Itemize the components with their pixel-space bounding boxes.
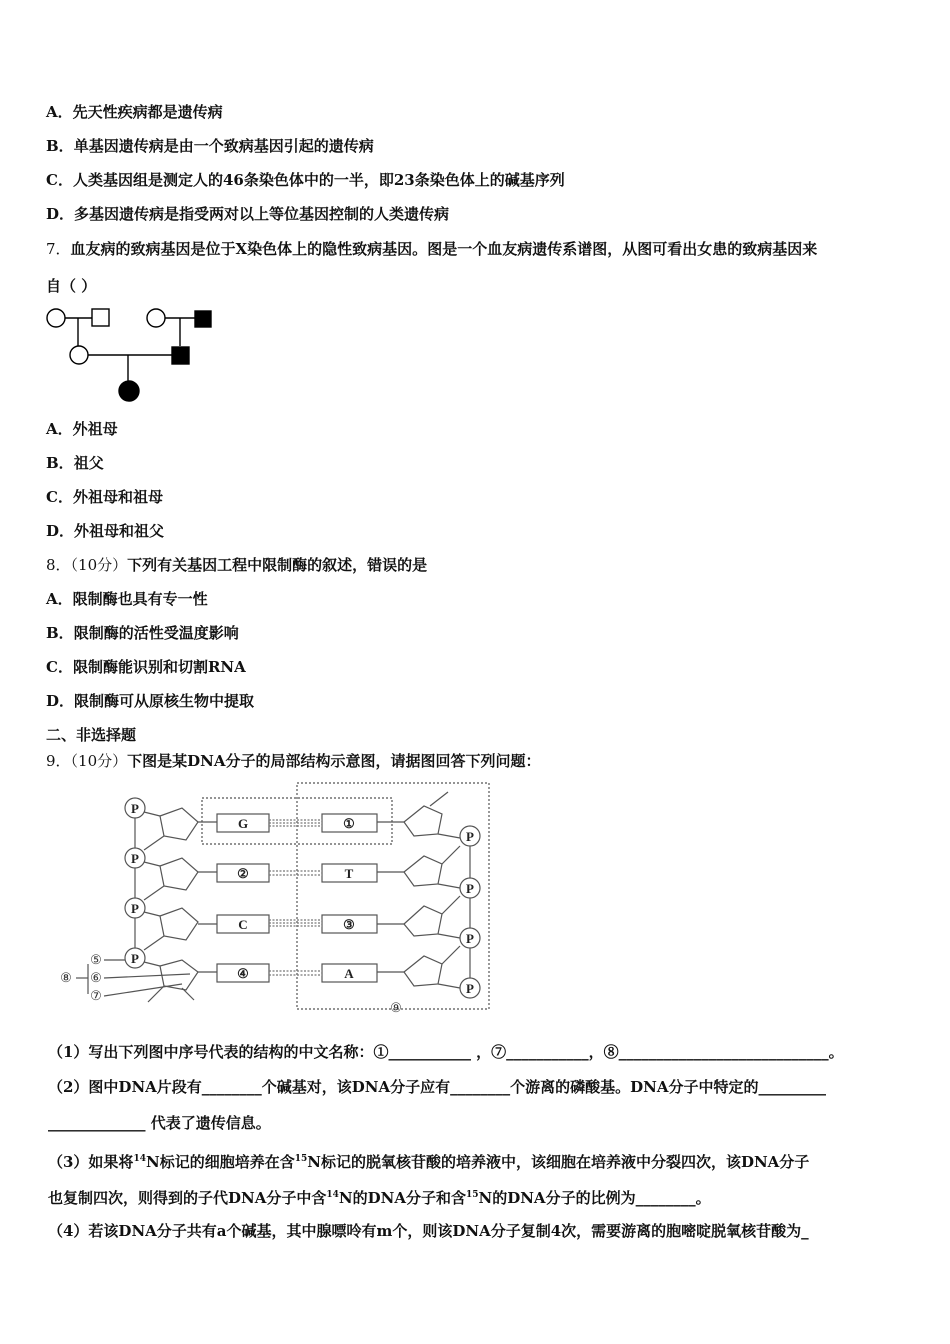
base-label-c: C	[238, 917, 248, 932]
base-label-2: ②	[237, 866, 249, 881]
pedigree-male-affected	[195, 311, 211, 327]
pedigree-male-affected	[172, 347, 189, 364]
q6-option-a: A．先天性疾病都是遗传病	[46, 103, 223, 121]
right-nucleotide-3	[377, 896, 460, 938]
q8-option-b: B．限制酶的活性受温度影响	[46, 624, 239, 642]
q9-sub2: （2）图中DNA片段有________个碱基对，该DNA分子应有________个游离的磷酸基。DNA分子中特定的_________	[48, 1078, 827, 1096]
q9-sub3: （3）如果将$^{14}$N标记的细胞培养在含$^{15}$N标记的脱氧核苷酸的培养液中，该细胞在培养液中分裂四次，该DNA分子	[48, 1153, 810, 1171]
q6-option-c: C．人类基因组是测定人的46条染色体中的一半，即23条染色体上的碱基序列	[46, 171, 565, 189]
phosphate-label: P	[466, 829, 474, 844]
label-line-6	[104, 974, 190, 978]
pedigree-female-affected	[119, 381, 139, 401]
phosphate-label: P	[131, 951, 139, 966]
phosphate-label: P	[131, 901, 139, 916]
label-7: ⑦	[90, 988, 102, 1003]
dna-structure-diagram	[52, 778, 497, 1016]
q8-stem: 8．（10分）下列有关基因工程中限制酶的叙述，错误的是	[46, 556, 428, 574]
base-label-a: A	[344, 966, 354, 981]
q8-option-d: D．限制酶可从原核生物中提取	[46, 692, 255, 710]
phosphate-label: P	[131, 801, 139, 816]
q9-sub3-cont: 也复制四次，则得到的子代DNA分子中含$^{14}$N的DNA分子和含$^{15}$N的DNA分子的比例为________。	[48, 1189, 711, 1207]
q6-option-b: B．单基因遗传病是由一个致病基因引起的遗传病	[46, 137, 374, 155]
q6-option-d: D．多基因遗传病是指受两对以上等位基因控制的人类遗传病	[46, 205, 450, 223]
pedigree-female-normal	[147, 309, 165, 327]
q8-option-c: C．限制酶能识别和切割RNA	[46, 658, 246, 676]
dotted-box-right	[297, 783, 489, 1009]
pedigree-female-normal	[47, 309, 65, 327]
pedigree-female-normal	[70, 346, 88, 364]
label-9: ⑨	[390, 1000, 402, 1015]
base-label-4: ④	[237, 966, 249, 981]
q8-option-a: A．限制酶也具有专一性	[46, 590, 208, 608]
q7-option-c: C．外祖母和祖母	[46, 488, 163, 506]
q9-sub1: （1）写出下列图中序号代表的结构的中文名称：①___________ ，⑦___________，⑧____________________________。	[48, 1043, 844, 1061]
section-title: 二、非选择题	[46, 726, 137, 744]
label-line-7	[104, 984, 182, 996]
pedigree-chart	[40, 302, 230, 406]
label-5: ⑤	[90, 952, 102, 967]
left-nucleotide-2	[144, 858, 217, 900]
q7-stem: 7．血友病的致病基因是位于X染色体上的隐性致病基因。图是一个血友病遗传系谱图，从图可看出女患的致病基因来	[46, 240, 818, 258]
right-nucleotide-4	[377, 946, 460, 988]
q7-stem-cont: 自（ ）	[46, 277, 97, 295]
right-nucleotide-2	[377, 846, 460, 888]
base-label-t: T	[344, 866, 354, 881]
phosphate-label: P	[466, 881, 474, 896]
label-6: ⑥	[90, 970, 102, 985]
pedigree-male-normal	[92, 309, 109, 326]
left-nucleotide-4	[144, 960, 217, 1002]
phosphate-label: P	[131, 851, 139, 866]
left-nucleotide-3	[144, 908, 217, 950]
base-label-g: G	[237, 816, 249, 831]
base-label-1: ①	[343, 816, 355, 831]
label-8: ⑧	[60, 970, 72, 985]
base-label-3: ③	[343, 917, 355, 932]
q7-option-d: D．外祖母和祖父	[46, 522, 165, 540]
q7-option-b: B．祖父	[46, 454, 104, 472]
q9-sub2-cont: _____________ 代表了遗传信息。	[48, 1114, 271, 1132]
q9-sub4: （4）若该DNA分子共有a个碱基，其中腺嘌呤有m个，则该DNA分子复制4次，需要游离的胞嘧啶脱氧核苷酸为_	[48, 1222, 809, 1240]
right-nucleotide-1	[377, 792, 460, 838]
q7-option-a: A．外祖母	[46, 420, 118, 438]
q9-stem: 9．（10分）下图是某DNA分子的局部结构示意图，请据图回答下列问题：	[46, 752, 541, 770]
phosphate-label: P	[466, 931, 474, 946]
phosphate-label: P	[466, 981, 474, 996]
